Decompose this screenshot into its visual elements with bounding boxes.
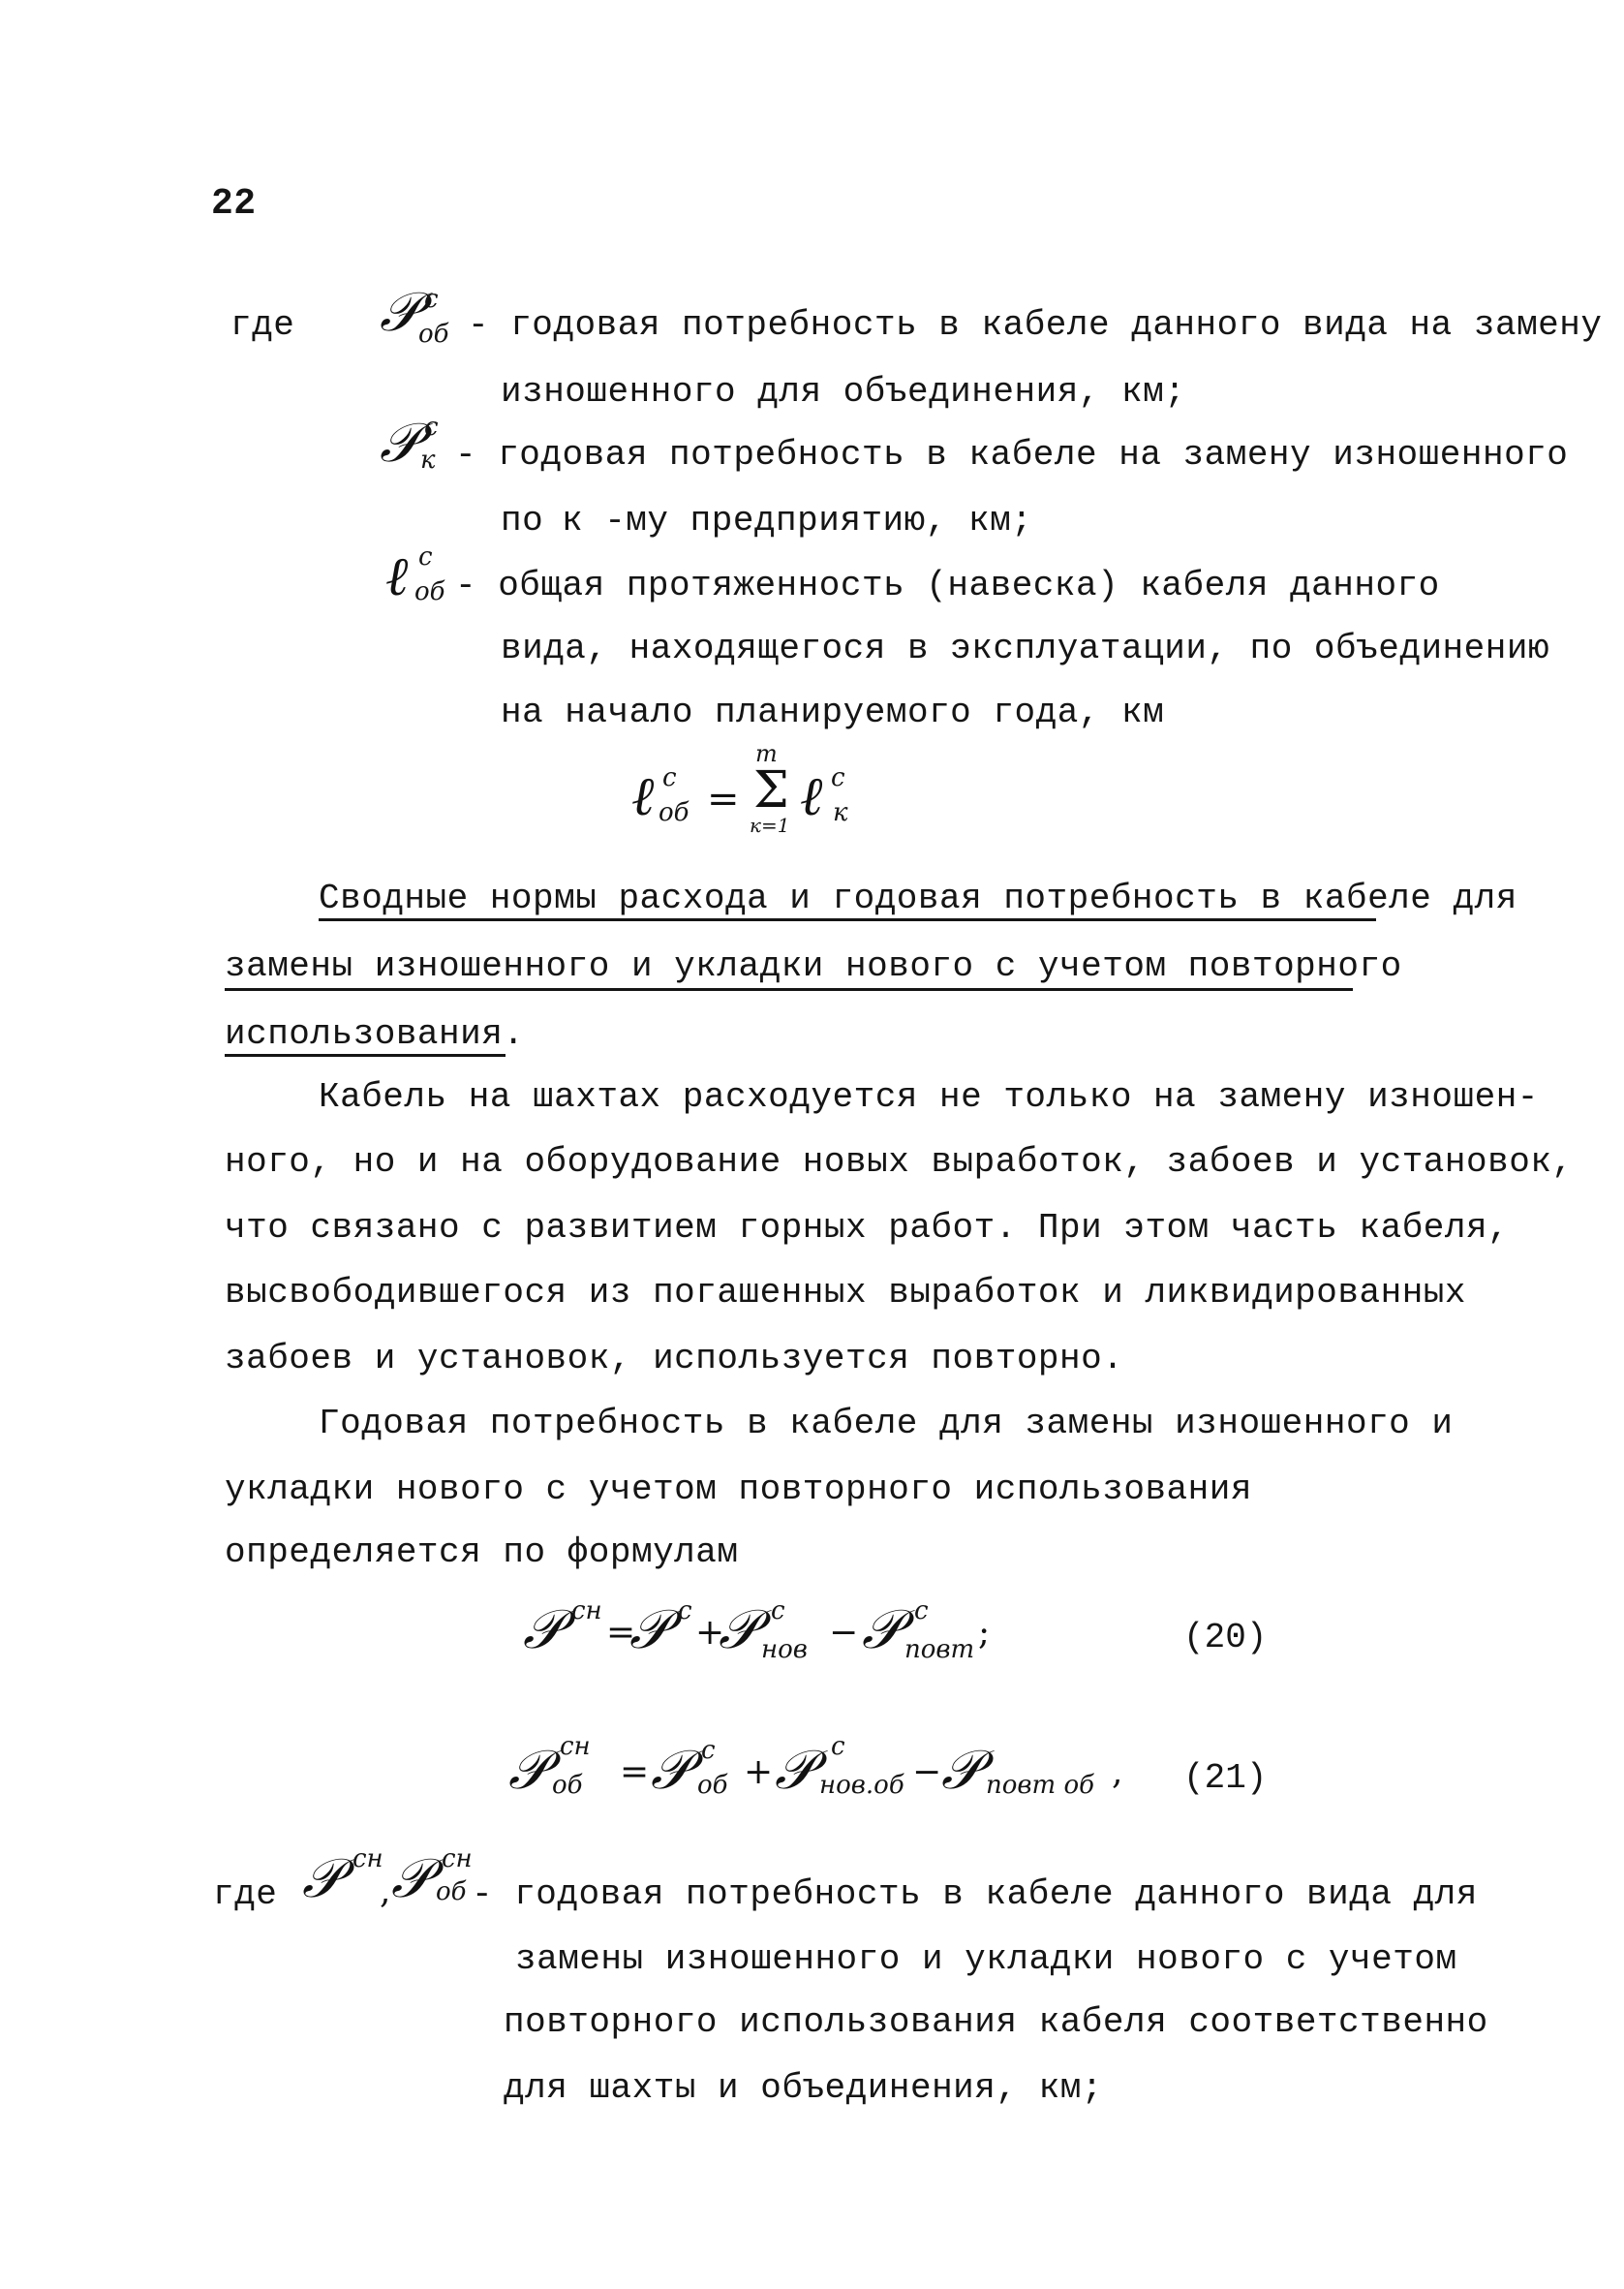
paragraph-line: Кабель на шахтах расходуется не только на замену изношен- xyxy=(319,1077,1539,1117)
section-heading-line: Сводные нормы расхода и годовая потребность в кабеле для xyxy=(319,879,1517,918)
definition-line: вида, находящегося в эксплуатации, по объединению xyxy=(501,629,1550,668)
definition-line: повторного использования кабеля соответственно xyxy=(504,2002,1488,2042)
equation-number: (21) xyxy=(1183,1758,1268,1798)
document-page: 22 где 𝒫 c об - годовая потребность в кабеле данного вида на замену изношенного для объединения, км; 𝒫 c к - годовая потребность в кабеле на замену изношенного по к -му предприятию, км; ℓ c об - общая протяженность (навеска) кабеля данного вида, находящегося в эксплуатации, по объединению на начало планируемого года, км ℓ c об = Σ m к=1 ℓ c к Сводные нормы расхода и годовая потребность в кабеле для замены изношенного и укладки нового с учетом повторного использования. Кабель на шахтах расходуется не только на замену изношен- ного, но и на оборудование новых выработок, забоев и установок, что связано с развитием горных работ. При этом часть кабеля, высвободившегося из погашенных выработок и ликвидированных забоев и установок, используется повторно. Годовая потребность в кабеле для замены изношенного и укладки нового с учетом повторного использования определяется по формулам 𝒫 сн = 𝒫 c + 𝒫 c нов − 𝒫 c повт ; (20) 𝒫 сн об = 𝒫 c об + 𝒫 c нов.об − 𝒫 повт об , (21) где 𝒫 сн , 𝒫 сн об - годовая потребность в кабеле данного вида для замены изношенного и укладки нового с учетом повторного использования кабеля соответственно для шахты и объединения, км; xyxy=(211,183,1603,2108)
definition-line: - годовая потребность в кабеле данного вида для xyxy=(472,1874,1478,1914)
section-heading-line: использования. xyxy=(225,1014,525,1054)
heading-underline xyxy=(225,1054,506,1057)
heading-underline xyxy=(225,988,1353,991)
paragraph-line: ного, но и на оборудование новых выработок, забоев и установок, xyxy=(225,1142,1574,1182)
paragraph-line: укладки нового с учетом повторного использования xyxy=(225,1469,1252,1509)
equation-number: (20) xyxy=(1183,1618,1268,1657)
definition-word: по xyxy=(501,501,544,541)
definition-line: - годовая потребность в кабеле данного вида на замену xyxy=(468,305,1603,345)
page-number: 22 xyxy=(211,183,257,225)
definition-line: изношенного для объединения, км; xyxy=(501,372,1186,412)
where-label: где xyxy=(230,305,295,345)
definition-line: замены изношенного и укладки нового с учетом xyxy=(515,1939,1457,1979)
definition-line: для шахты и объединения, км; xyxy=(504,2068,1103,2108)
definition-line: - общая протяженность (навеска) кабеля данного xyxy=(455,566,1440,605)
where-label: где xyxy=(213,1874,278,1914)
heading-underline xyxy=(319,918,1376,921)
definition-line: - годовая потребность в кабеле на замену изношенного xyxy=(455,435,1569,475)
paragraph-line: забоев и установок, используется повторно. xyxy=(225,1339,1124,1378)
definition-line: к -му предприятию, км; xyxy=(562,501,1033,541)
paragraph-line: определяется по формулам xyxy=(225,1532,739,1572)
definition-line: на начало планируемого года, км xyxy=(501,693,1165,732)
section-heading-line: замены изношенного и укладки нового с учетом повторного xyxy=(225,946,1402,986)
paragraph-line: Годовая потребность в кабеле для замены изношенного и xyxy=(319,1404,1454,1443)
paragraph-line: высвободившегося из погашенных выработок и ликвидированных xyxy=(225,1273,1467,1313)
paragraph-line: что связано с развитием горных работ. При этом часть кабеля, xyxy=(225,1208,1510,1248)
